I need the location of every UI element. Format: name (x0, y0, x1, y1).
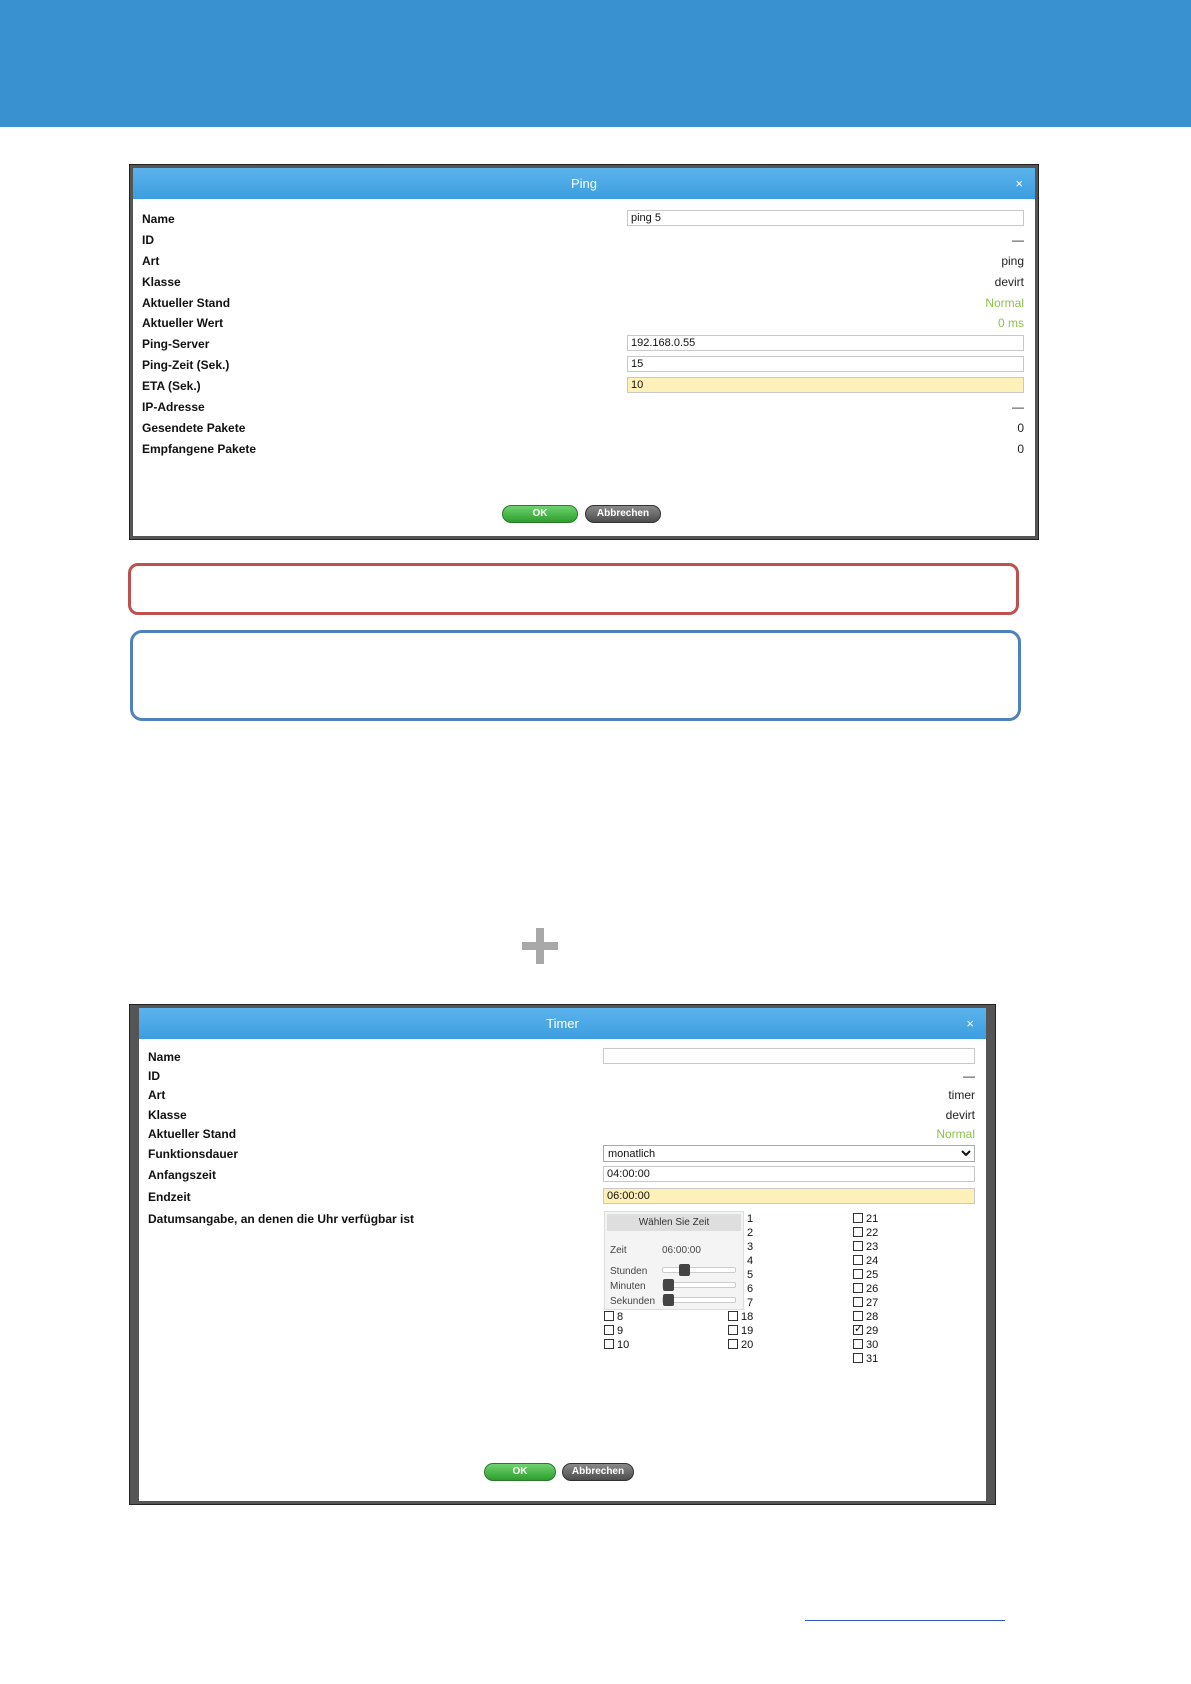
field-label: ID (148, 1069, 160, 1083)
day-checkbox[interactable] (853, 1255, 878, 1269)
ping-row-stand (142, 294, 1024, 313)
close-icon[interactable]: × (1015, 176, 1023, 191)
art-value: ping (1001, 254, 1024, 268)
sent-packets-value: 0 (1017, 421, 1024, 435)
ping-dialog-frame (129, 164, 1039, 540)
timer-dialog-frame (129, 1004, 996, 1505)
field-label: Ping-Zeit (Sek.) (142, 358, 230, 372)
field-label: ETA (Sek.) (142, 379, 201, 393)
day-label: 27 (866, 1297, 879, 1309)
timer-row-id (148, 1067, 975, 1086)
field-label: Aktueller Stand (142, 296, 231, 310)
day-checkbox[interactable] (853, 1297, 878, 1311)
day-label: 26 (866, 1283, 879, 1295)
day-checkbox[interactable] (853, 1269, 878, 1283)
ping-row-id (142, 231, 1024, 250)
field-label: Klasse (142, 275, 181, 289)
day-checkbox[interactable] (853, 1227, 878, 1241)
field-label: Datumsangabe, an denen die Uhr verfügbar ist (148, 1212, 415, 1226)
field-label: Anfangszeit (148, 1168, 217, 1182)
ping-row-zeit (142, 356, 1024, 375)
plus-icon (522, 928, 558, 964)
field-label: Funktionsdauer (148, 1147, 239, 1161)
field-label: IP-Adresse (142, 400, 205, 414)
id-value: — (963, 1069, 975, 1083)
day-checkbox[interactable] (728, 1311, 753, 1325)
ping-row-ip (142, 398, 1024, 417)
day-label: 9 (617, 1325, 624, 1337)
day-calendar (604, 1211, 984, 1371)
ping-dialog (133, 168, 1035, 536)
day-label: 4 (747, 1255, 754, 1267)
seconds-slider[interactable] (662, 1297, 736, 1303)
start-time-input[interactable] (603, 1166, 975, 1182)
day-label: 8 (617, 1311, 624, 1323)
klasse-value: devirt (994, 275, 1024, 289)
timer-row-dauer (148, 1145, 975, 1164)
minutes-slider-handle[interactable] (663, 1279, 674, 1291)
field-label: Name (142, 212, 175, 226)
hours-slider-handle[interactable] (679, 1264, 690, 1276)
art-value: timer (948, 1088, 975, 1102)
picker-label: Stunden (610, 1266, 648, 1277)
day-label: 18 (741, 1311, 754, 1323)
day-item[interactable] (747, 1297, 753, 1311)
id-value: — (1012, 233, 1024, 247)
blue-note-box (130, 630, 1021, 721)
day-label: 19 (741, 1325, 754, 1337)
day-label: 5 (747, 1269, 754, 1281)
day-checkbox[interactable] (853, 1213, 878, 1227)
ping-dialog-titlebar (133, 168, 1035, 199)
day-label: 2 (747, 1227, 754, 1239)
current-value: 0 ms (997, 316, 1024, 330)
time-picker (604, 1211, 744, 1310)
ping-row-name (142, 210, 1024, 229)
day-label: 3 (747, 1241, 754, 1253)
seconds-slider-handle[interactable] (663, 1294, 674, 1306)
day-label: 10 (617, 1339, 630, 1351)
field-label: ID (142, 233, 154, 247)
day-label: 7 (747, 1297, 754, 1309)
day-label: 29 (866, 1325, 879, 1337)
timer-row-art (148, 1086, 975, 1105)
end-time-input[interactable] (603, 1188, 975, 1204)
ping-row-server (142, 335, 1024, 354)
ping-row-art (142, 252, 1024, 271)
duration-select[interactable] (603, 1145, 975, 1162)
field-label: Ping-Server (142, 337, 210, 351)
day-label: 24 (866, 1255, 879, 1267)
timer-row-klasse (148, 1106, 975, 1125)
picker-label: Sekunden (610, 1296, 656, 1307)
timer-row-anfang (148, 1166, 975, 1185)
klasse-value: devirt (945, 1108, 975, 1122)
field-label: Empfangene Pakete (142, 442, 257, 456)
cancel-button[interactable]: Abbrechen (562, 1463, 634, 1481)
day-checkbox[interactable] (853, 1241, 878, 1255)
day-label: 25 (866, 1269, 879, 1281)
ping-server-input[interactable] (627, 335, 1024, 351)
ping-row-gesendet (142, 419, 1024, 438)
dialog-title: Timer (546, 1016, 579, 1031)
close-icon[interactable]: × (966, 1016, 974, 1031)
timer-dialog (139, 1008, 986, 1501)
day-checkbox[interactable] (728, 1325, 753, 1339)
status-value: Normal (985, 296, 1024, 310)
hours-slider[interactable] (662, 1267, 736, 1273)
day-label: 22 (866, 1227, 879, 1239)
ok-button[interactable]: OK (484, 1463, 556, 1481)
day-item[interactable] (747, 1241, 753, 1255)
ip-value: — (1012, 400, 1024, 414)
received-packets-value: 0 (1017, 442, 1024, 456)
ping-row-klasse (142, 273, 1024, 292)
timer-row-stand (148, 1125, 975, 1144)
day-item[interactable] (747, 1255, 753, 1269)
day-checkbox[interactable] (604, 1311, 623, 1325)
field-label: Gesendete Pakete (142, 421, 246, 435)
timer-row-name (148, 1048, 975, 1067)
day-label: 23 (866, 1241, 879, 1253)
ping-time-input[interactable] (627, 356, 1024, 372)
day-checkbox[interactable] (853, 1283, 878, 1297)
field-label: Aktueller Stand (148, 1127, 237, 1141)
picker-label: Minuten (610, 1281, 646, 1292)
field-label: Klasse (148, 1108, 187, 1122)
day-checkbox[interactable] (604, 1325, 623, 1339)
day-checkbox[interactable] (728, 1339, 753, 1353)
field-label: Aktueller Wert (142, 316, 224, 330)
day-label: 31 (866, 1353, 879, 1365)
time-picker-title: Wählen Sie Zeit (607, 1214, 741, 1231)
field-label: Name (148, 1050, 181, 1064)
day-item[interactable] (747, 1283, 753, 1297)
cancel-button[interactable]: Abbrechen (585, 505, 661, 523)
day-checkbox[interactable] (604, 1339, 629, 1353)
day-label: 21 (866, 1213, 879, 1225)
day-checkbox-checked[interactable] (853, 1325, 878, 1339)
field-label: Art (148, 1088, 166, 1102)
day-item[interactable] (747, 1227, 753, 1241)
ok-button[interactable]: OK (502, 505, 578, 523)
day-label: 1 (747, 1213, 754, 1225)
ping-row-empfangen (142, 440, 1024, 459)
day-checkbox[interactable] (853, 1339, 878, 1353)
dialog-title: Ping (570, 176, 598, 191)
day-item[interactable] (747, 1269, 753, 1283)
footer-link-underline[interactable] (805, 1620, 1005, 1621)
page-header-band (0, 0, 1191, 127)
timer-dialog-titlebar (139, 1008, 986, 1039)
field-label: Endzeit (148, 1190, 191, 1204)
status-value: Normal (936, 1127, 975, 1141)
name-input[interactable] (603, 1048, 975, 1064)
ping-row-wert (142, 314, 1024, 333)
picker-time-value: 06:00:00 (662, 1245, 701, 1256)
field-label: Art (142, 254, 160, 268)
day-label: 6 (747, 1283, 754, 1295)
day-label: 30 (866, 1339, 879, 1351)
day-label: 28 (866, 1311, 879, 1323)
day-label: 20 (741, 1339, 754, 1351)
timer-row-ende (148, 1188, 975, 1207)
picker-label: Zeit (610, 1245, 627, 1256)
day-item[interactable] (747, 1213, 753, 1227)
minutes-slider[interactable] (662, 1282, 736, 1288)
red-note-box (128, 563, 1019, 615)
eta-input[interactable] (627, 377, 1024, 393)
ping-row-eta (142, 377, 1024, 396)
day-checkbox[interactable] (853, 1353, 878, 1367)
name-input[interactable] (627, 210, 1024, 226)
